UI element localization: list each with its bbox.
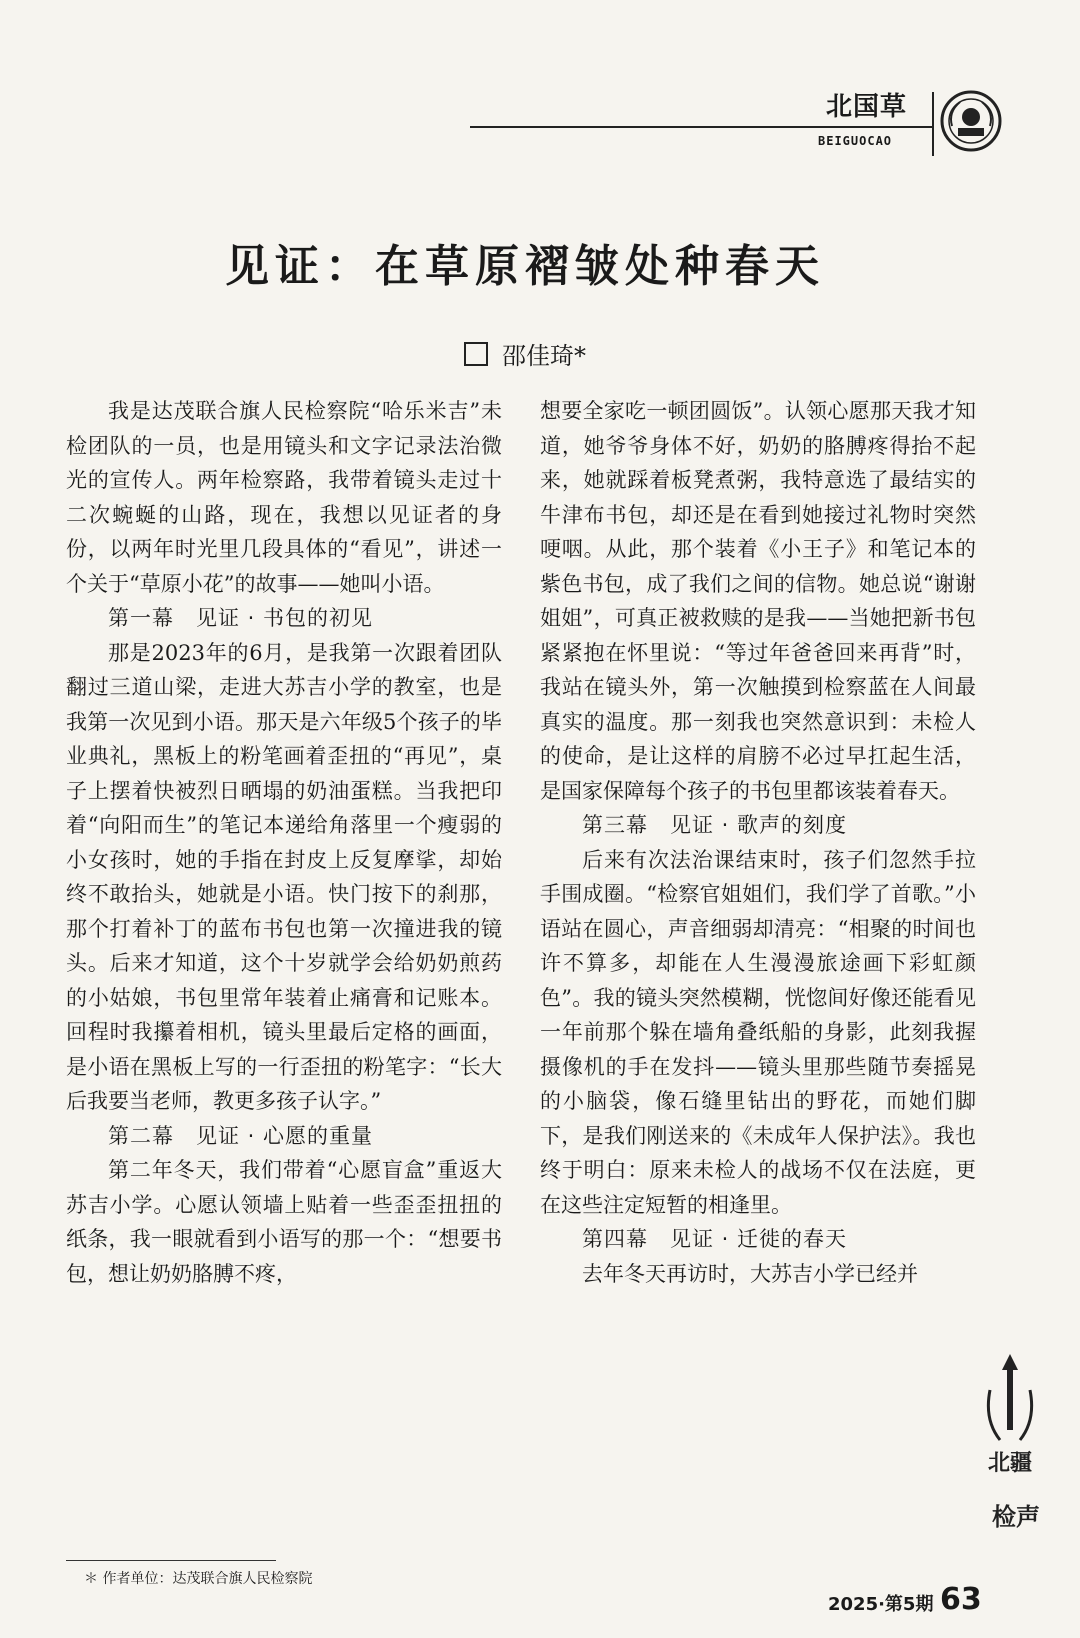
paragraph: 那是2023年的6月，是我第一次跟着团队翻过三道山梁，走进大苏吉小学的教室，也是我第一次见到小语。那天是六年级5个孩子的毕业典礼，黑板上的粉笔画着歪扭的“再见”，桌子上摆着快被烈日晒塌的奶油蛋糕。当我把印着“向阳而生”的笔记本递给角落里一个瘦弱的小女孩时，她的手指在封皮上反复摩挲，却始终不敢抬头，她就是小语。快门按下的刹那，那个打着补丁的蓝布书包也第一次撞进我的镜头。后来才知道，这个十岁就学会给奶奶煎药的小姑娘，书包里常年装着止痛膏和记账本。回程时我攥着相机，镜头里最后定格的画面，是小语在黑板上写的一行歪扭的粉笔字：“长大后我要当老师，教更多孩子认字。” xyxy=(66,640,502,1113)
right-column xyxy=(540,394,976,1291)
paragraph: 我是达茂联合旗人民检察院“哈乐米吉”未检团队的一员，也是用镜头和文字记录法治微光的宣传人。两年检察路，我带着镜头走过十二次蜿蜒的山路，现在，我想以见证者的身份，以两年时光里几段具体的“看见”，讲述一个关于“草原小花”的故事——她叫小语。 xyxy=(66,399,502,596)
svg-text:检声: 检声 xyxy=(992,1503,1040,1531)
journal-logo xyxy=(980,1350,1058,1560)
article-title: 见证：在草原褶皱处种春天 xyxy=(225,241,825,292)
section-heading: 第二幕 见证 · 心愿的重量 xyxy=(108,1123,374,1148)
footnote-rule xyxy=(66,1560,276,1561)
paragraph: 后来有次法治课结束时，孩子们忽然手拉手围成圈。“检察官姐姐们，我们学了首歌。”小语站在圆心，声音细弱却清亮：“相聚的时间也许不算多，却能在人生漫漫旅途画下彩虹颜色”。我的镜头突然模糊，恍惚间好像还能看见一年前那个躲在墙角叠纸船的身影，此刻我握摄像机的手在发抖——镜头里那些随节奏摇晃的小脑袋，像石缝里钻出的野花，而她们脚下，是我们刚送来的《未成年人保护法》。我也终于明白：原来未检人的战场不仅在法庭，更在这些注定短暂的相逢里。 xyxy=(540,847,976,1217)
section-name: 北国草 xyxy=(826,92,908,122)
byline-box-icon xyxy=(464,342,488,366)
footnote: ＊ 作者单位：达茂联合旗人民检察院 xyxy=(84,1571,313,1587)
page-number: 63 xyxy=(940,1582,982,1617)
header-rule xyxy=(470,126,932,128)
byline xyxy=(0,336,1050,371)
section-heading: 第三幕 见证 · 歌声的刻度 xyxy=(582,813,848,837)
author-name: 邵佳琦* xyxy=(502,342,586,370)
left-column xyxy=(66,394,502,1291)
paragraph-continued: 想要全家吃一顿团圆饭”。认领心愿那天我才知道，她爷爷身体不好，奶奶的胳膊疼得抬不起来，她就踩着板凳煮粥，我特意选了最结实的牛津布书包，却还是在看到她接过礼物时突然哽咽。从此，那个装着《小王子》和笔记本的紫色书包，成了我们之间的信物。她总说“谢谢姐姐”，可真正被救赎的是我——当她把新书包紧紧抱在怀里说：“等过年爸爸回来再背”时，我站在镜头外，第一次触摸到检察蓝在人间最真实的温度。那一刻我也突然意识到：未检人的使命，是让这样的肩膀不必过早扛起生活，是国家保障每个孩子的书包里都该装着春天。 xyxy=(540,399,976,803)
section-heading: 第四幕 见证 · 迁徙的春天 xyxy=(582,1227,848,1251)
paragraph: 去年冬天再访时，大苏吉小学已经并 xyxy=(582,1261,918,1286)
section-heading: 第一幕 见证 · 书包的初见 xyxy=(108,606,374,630)
header-divider xyxy=(932,92,934,156)
procuratorate-emblem-icon xyxy=(940,90,1002,152)
issue-label: 2025·第5期 xyxy=(828,1594,934,1615)
paragraph: 第二年冬天，我们带着“心愿盲盒”重返大苏吉小学。心愿认领墙上贴着一些歪歪扭扭的纸条，我一眼就看到小语写的那一个：“想要书包，想让奶奶胳膊不疼， xyxy=(66,1158,502,1286)
svg-text:北疆: 北疆 xyxy=(987,1451,1033,1476)
section-pinyin: BEIGUOCAO xyxy=(818,134,893,148)
